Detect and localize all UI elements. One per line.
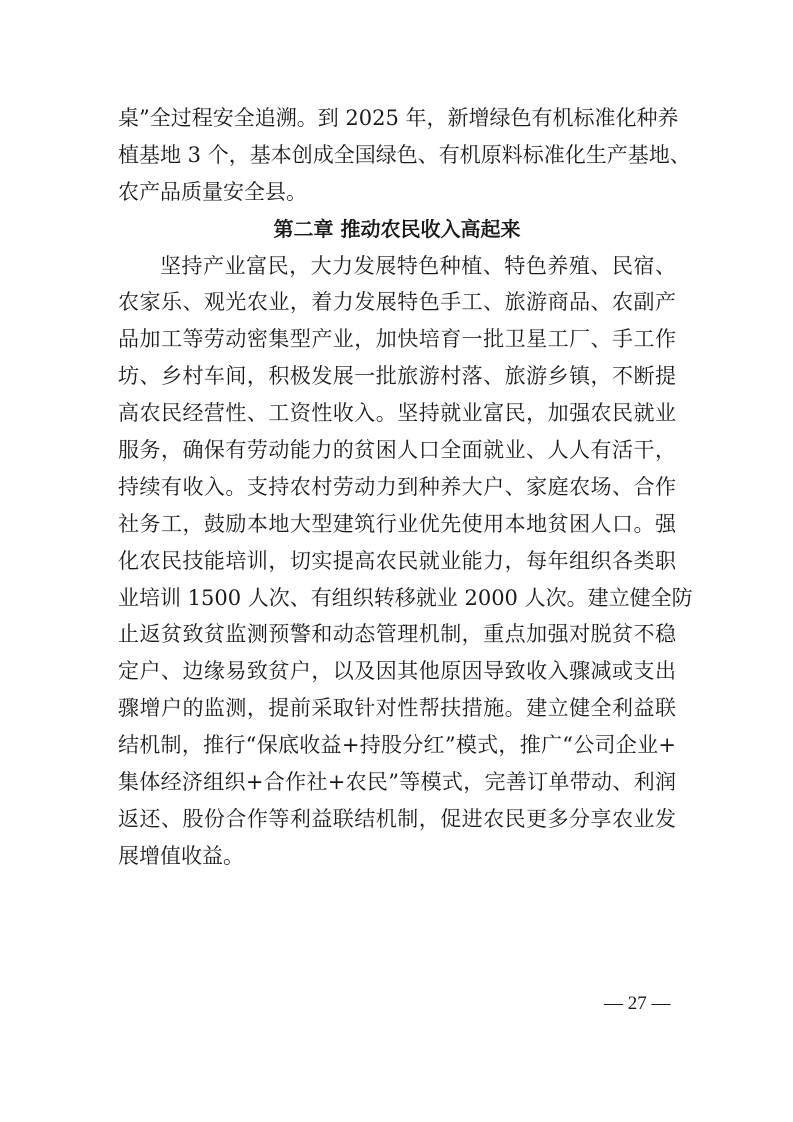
- paragraph-line: 止返贫致贫监测预警和动态管理机制，重点加强对脱贫不稳: [118, 622, 676, 647]
- paragraph-line: 农家乐、观光农业，着力发展特色手工、旅游商品、农副产: [118, 290, 676, 315]
- page-number: — 27 —: [604, 993, 671, 1014]
- paragraph-line: 返还、股份合作等利益联结机制，促进农民更多分享农业发: [118, 806, 676, 831]
- paragraph-line: 化农民技能培训，切实提高农民就业能力，每年组织各类职: [118, 548, 676, 573]
- page-content: [118, 100, 693, 875]
- paragraph-line: 桌”全过程安全追溯。到 2025 年，新增绿色有机标准化种养: [118, 106, 679, 130]
- paragraph-line: 展增值收益。: [118, 843, 244, 868]
- paragraph-line: 坚持产业富民，大力发展特色种植、特色养殖、民宿、: [160, 253, 676, 278]
- paragraph-line: 业培训 1500 人次、有组织转移就业 2000 人次。建立健全防: [118, 585, 693, 610]
- paragraph-line: 农产品质量安全县。: [118, 179, 307, 204]
- paragraph-line: 骤增户的监测，提前采取针对性帮扶措施。建立健全利益联: [118, 696, 676, 721]
- paragraph-line: 持续有收入。支持农村劳动力到种养大户、家庭农场、合作: [118, 474, 676, 499]
- paragraph-line: 高农民经营性、工资性收入。坚持就业富民，加强农民就业: [118, 401, 676, 426]
- top-paragraph: [118, 100, 691, 211]
- paragraph-line: 定户、边缘易致贫户，以及因其他原因导致收入骤减或支出: [118, 659, 676, 684]
- paragraph-line: 坊、乡村车间，积极发展一批旅游村落、旅游乡镇，不断提: [118, 364, 676, 389]
- body-paragraph: [118, 248, 693, 875]
- chapter-heading: 第二章 推动农民收入高起来: [273, 216, 521, 241]
- paragraph-line: 服务，确保有劳动能力的贫困人口全面就业、人人有活干，: [118, 438, 676, 463]
- paragraph-line: 品加工等劳动密集型产业，加快培育一批卫星工厂、手工作: [118, 327, 676, 352]
- paragraph-line: 集体经济组织+合作社+农民”等模式，完善订单带动、利润: [118, 770, 676, 795]
- paragraph-line: 植基地 3 个，基本创成全国绿色、有机原料标准化生产基地、: [118, 142, 691, 167]
- paragraph-line: 结机制，推行“保底收益+持股分红”模式，推广“公司企业+: [118, 733, 676, 758]
- paragraph-line: 社务工，鼓励本地大型建筑行业优先使用本地贫困人口。强: [118, 511, 676, 536]
